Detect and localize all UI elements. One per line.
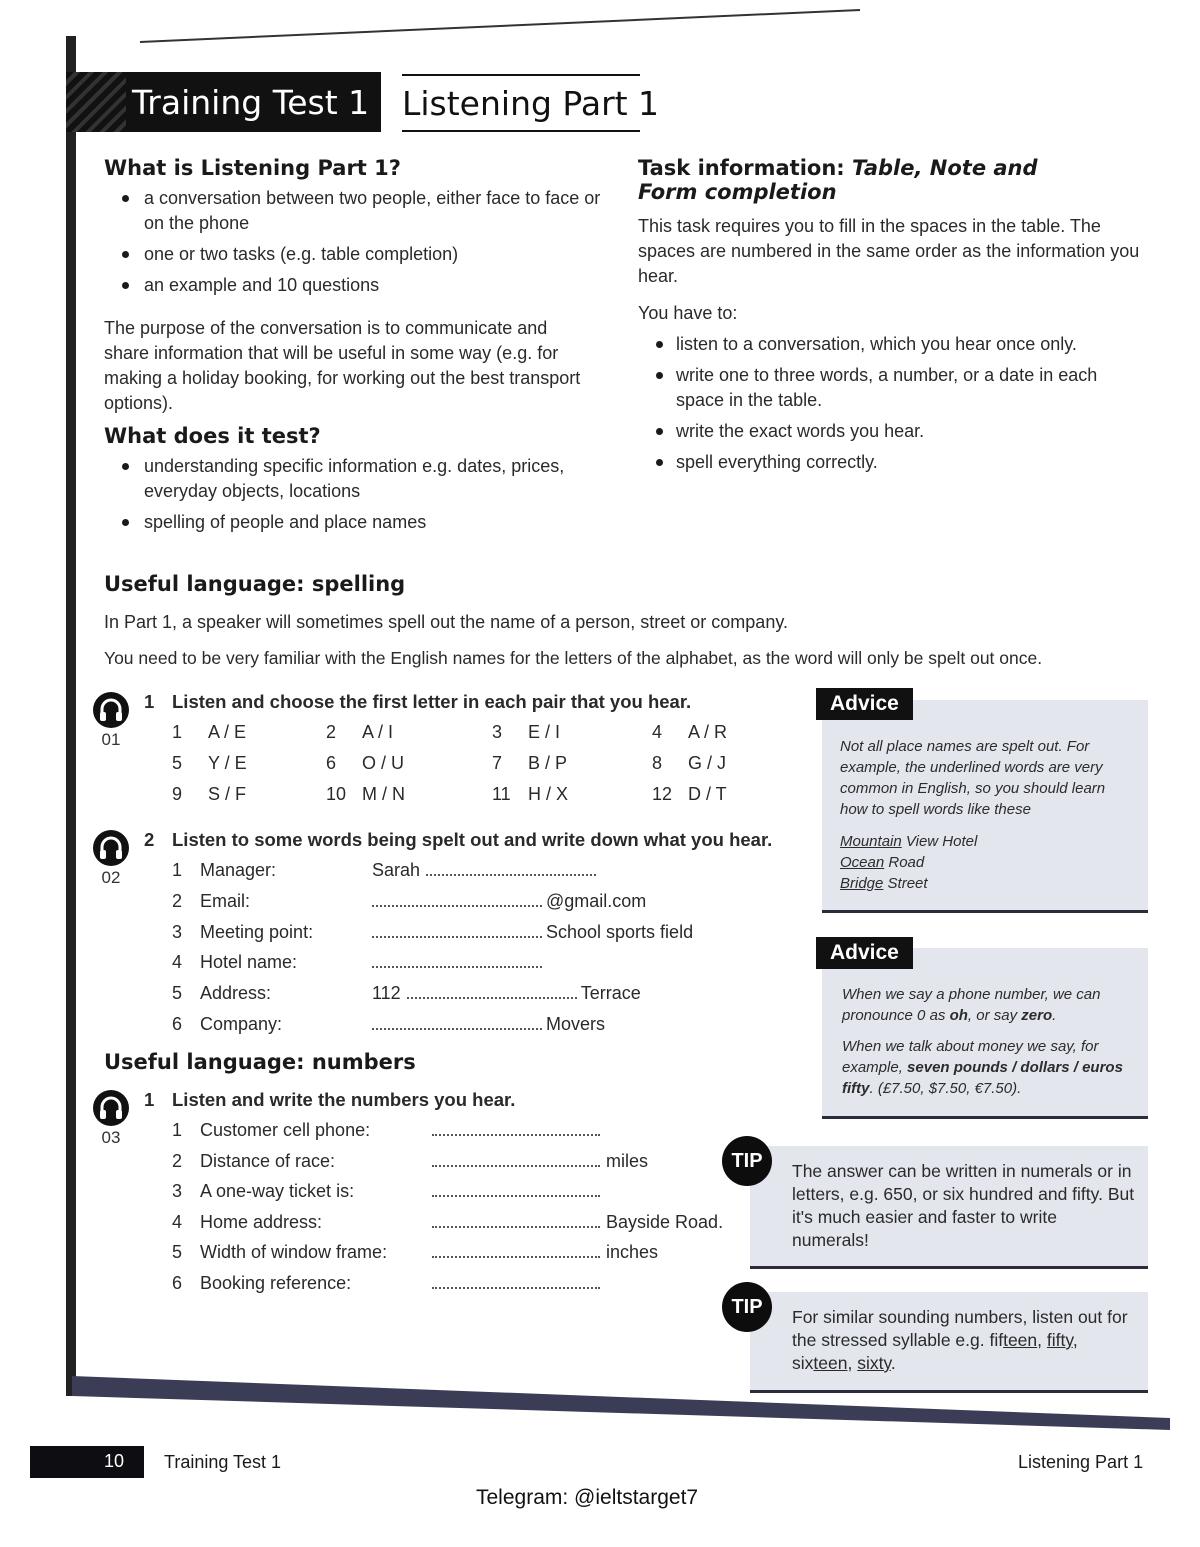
task-paragraph: This task requires you to fill in the spaces in the table. The spaces are numbered in the same order as the information you hear. (638, 216, 1140, 286)
pair-number: 6 (326, 753, 337, 773)
pair-letters: H / X (528, 784, 569, 804)
exercise-instruction: Listen to some words being spelt out and write down what you hear. (172, 829, 773, 850)
answer-field[interactable] (372, 860, 596, 880)
exercise-instruction: Listen and write the numbers you hear. (172, 1089, 516, 1110)
advice-example (840, 873, 928, 894)
answer-suffix: inches (606, 1242, 659, 1263)
task-info-heading (638, 156, 1148, 204)
purpose-paragraph: The purpose of the conversation is to communicate and share information that will be useful in some way (e.g. for making a holiday booking, for working out the best transport options). (104, 318, 581, 413)
pair-letters: A / R (688, 722, 728, 742)
letter-pair (652, 720, 727, 745)
answer-field[interactable] (372, 922, 693, 942)
answer-prefix: 112 (372, 983, 401, 1004)
advice-bold: seven pounds / dollars / euros fifty (842, 1059, 1123, 1097)
item-label: Email: (200, 890, 251, 911)
list-item: understanding specific information e.g. dates, prices, everyday objects, locations (104, 454, 604, 504)
underlined-word: Bridge (840, 875, 884, 892)
answer-blank[interactable] (432, 1242, 600, 1258)
headphones-icon[interactable] (93, 1090, 129, 1126)
advice-text-part: When we talk about money we say, for example, (842, 1038, 1099, 1076)
pair-letters: A / I (362, 722, 394, 742)
answer-blank[interactable] (432, 1273, 600, 1289)
item-label: Meeting point: (200, 921, 314, 942)
letter-pair (326, 751, 404, 776)
list-item: write one to three words, a number, or a date in each space in the table. (638, 363, 1148, 413)
spelling-item (172, 981, 641, 1006)
letter-pair (172, 782, 246, 807)
answer-blank[interactable] (426, 860, 596, 876)
pair-number: 5 (172, 753, 183, 773)
answer-blank[interactable] (372, 1014, 542, 1030)
item-number: 5 (172, 983, 183, 1004)
list-item: an example and 10 questions (104, 273, 604, 298)
tip-text-part: , (1037, 1330, 1047, 1350)
have-to-label: You have to: (638, 303, 738, 323)
advice-bold: zero (1021, 1007, 1053, 1024)
pair-letters: S / F (208, 784, 247, 804)
spelling-item (172, 950, 542, 975)
pair-number: 7 (492, 753, 503, 773)
number-item (172, 1149, 648, 1174)
answer-suffix: @gmail.com (546, 890, 647, 911)
pair-letters: O / U (362, 753, 405, 773)
list-item: write the exact words you hear. (638, 419, 1148, 444)
task-heading-plain: Task information: (638, 156, 853, 180)
answer-suffix: Bayside Road. (606, 1211, 724, 1232)
underlined-syllable: teen (813, 1353, 848, 1373)
spelling-line-2: You need to be very familiar with the English names for the letters of the alphabet, as the word will only be spelt out once. (104, 648, 1043, 668)
item-label: Manager: (200, 860, 277, 880)
item-label: Booking reference: (200, 1273, 352, 1293)
number-item (172, 1118, 606, 1143)
pair-letters: M / N (362, 784, 405, 804)
spelling-line-1: In Part 1, a speaker will sometimes spell out the name of a person, street or company. (104, 612, 788, 632)
track-number: 01 (101, 730, 121, 749)
tip-text-part: , six (792, 1330, 1078, 1373)
spelling-item (172, 858, 596, 883)
item-label: Company: (200, 1014, 283, 1034)
item-number: 6 (172, 1014, 183, 1034)
heading-what-is: What is Listening Part 1? (104, 156, 401, 180)
item-number: 1 (172, 1120, 183, 1140)
answer-blank[interactable] (432, 1181, 600, 1197)
exercise-instruction: Listen and choose the first letter in each pair that you hear. (172, 691, 692, 712)
underlined-syllable: sixty (857, 1353, 891, 1373)
item-label: Distance of race: (200, 1150, 336, 1171)
heading-spelling: Useful language: spelling (104, 572, 406, 596)
page-number: 10 (103, 1451, 124, 1471)
header-section-title (402, 74, 660, 132)
advice-example (840, 831, 977, 852)
answer-blank[interactable] (372, 922, 542, 938)
pair-letters: A / E (208, 722, 247, 742)
header-badge (66, 72, 381, 132)
answer-field[interactable] (372, 891, 646, 911)
header-badge-title: Training Test 1 (132, 83, 370, 122)
answer-blank[interactable] (372, 891, 542, 907)
example-rest: Road (884, 854, 925, 871)
example-rest: Street (883, 875, 928, 892)
letter-pair (326, 720, 393, 745)
item-label: Width of window frame: (200, 1242, 388, 1263)
advice-box (822, 948, 1148, 1119)
tip-box (750, 1146, 1148, 1269)
tip-box (750, 1292, 1148, 1393)
answer-prefix: Sarah (372, 860, 421, 880)
header-stripes (66, 72, 126, 132)
answer-blank[interactable] (432, 1151, 600, 1167)
credit-line: Telegram: @ieltstarget7 (476, 1486, 699, 1509)
number-item (172, 1210, 723, 1235)
what-test-list (104, 454, 604, 535)
have-to-list (638, 332, 1148, 475)
advice-example (840, 852, 924, 873)
underlined-syllable: fifty (1046, 1330, 1073, 1350)
ex2-instruction (144, 827, 772, 852)
what-is-list (104, 186, 604, 298)
item-number: 6 (172, 1273, 183, 1293)
item-number: 2 (172, 890, 183, 911)
item-number: 4 (172, 1211, 183, 1232)
ex1-instruction (144, 689, 691, 714)
answer-blank[interactable] (432, 1120, 600, 1136)
item-label: Address: (200, 983, 272, 1004)
underlined-word: Ocean (840, 854, 885, 871)
list-item: listen to a conversation, which you hear once only. (638, 332, 1148, 357)
number-item (172, 1179, 606, 1204)
answer-suffix: miles (606, 1150, 649, 1171)
answer-blank[interactable] (372, 952, 542, 968)
pair-number: 12 (652, 784, 673, 804)
exercise-number: 1 (144, 691, 155, 712)
item-label: Customer cell phone: (200, 1120, 371, 1140)
page-number-badge (30, 1446, 144, 1478)
number-item (172, 1240, 658, 1265)
pair-letters: E / I (528, 722, 561, 742)
pair-letters: G / J (688, 753, 727, 773)
tip-text-part: , (847, 1353, 858, 1373)
item-number: 3 (172, 1181, 183, 1202)
letter-pair (172, 720, 246, 745)
list-item: spelling of people and place names (104, 510, 604, 535)
answer-suffix: Terrace (580, 983, 641, 1004)
letter-pair (172, 751, 247, 776)
heading-what-test: What does it test? (104, 424, 321, 448)
pair-number: 1 (172, 722, 183, 742)
pair-number: 9 (172, 784, 183, 804)
letter-pair (492, 720, 560, 745)
letter-pair (492, 751, 567, 776)
tip-text-part: . (890, 1353, 896, 1373)
answer-blank[interactable] (407, 983, 577, 999)
pair-letters: D / T (688, 784, 727, 804)
item-number: 4 (172, 952, 183, 973)
letter-pair (652, 751, 726, 776)
advice-text-part: . (1052, 1007, 1057, 1024)
pair-number: 2 (326, 722, 337, 742)
list-item: spell everything correctly. (638, 450, 1148, 475)
heading-numbers: Useful language: numbers (104, 1050, 416, 1074)
advice-text: Not all place names are spelt out. For example, the underlined words are very common in English, so you should learn how to spell words like these (840, 738, 1106, 818)
pair-number: 10 (326, 784, 347, 804)
advice-text-part: , or say (967, 1007, 1022, 1024)
item-label: Home address: (200, 1211, 323, 1232)
pair-letters: Y / E (208, 753, 247, 773)
advice-box (822, 700, 1148, 913)
advice-bold: oh (949, 1007, 968, 1024)
footer-right-label: Listening Part 1 (1018, 1452, 1144, 1472)
answer-field[interactable] (372, 983, 641, 1003)
section-title-text: Listening Part 1 (402, 84, 660, 123)
headphones-icon[interactable] (93, 692, 129, 728)
task-heading-italic: Table, Note and (852, 156, 1038, 180)
spelling-item (172, 1012, 605, 1037)
answer-field[interactable] (372, 1014, 605, 1034)
advice-tag: Advice (816, 937, 913, 969)
advice-text-part: . (£7.50, $7.50, €7.50). (869, 1080, 1022, 1097)
pair-number: 4 (652, 722, 663, 742)
exercise-number: 1 (144, 1089, 155, 1110)
list-item: one or two tasks (e.g. table completion) (104, 242, 604, 267)
example-rest: View Hotel (901, 833, 978, 850)
tip-badge: TIP (722, 1136, 772, 1186)
pair-letters: B / P (528, 753, 568, 773)
left-intro (104, 156, 604, 541)
pair-number: 11 (492, 784, 511, 804)
letter-pair (652, 782, 727, 807)
task-info (638, 156, 1148, 481)
number-item (172, 1271, 606, 1296)
answer-suffix: School sports field (546, 921, 694, 942)
numbers-instruction (144, 1087, 515, 1112)
footer-left-label: Training Test 1 (164, 1452, 282, 1472)
underlined-syllable: teen (1003, 1330, 1038, 1350)
item-number: 2 (172, 1150, 183, 1171)
letter-pair (492, 782, 568, 807)
tip-text (792, 1306, 1136, 1375)
advice-tag: Advice (816, 688, 913, 720)
advice-text (842, 1036, 1132, 1099)
pair-number: 3 (492, 722, 503, 742)
tip-text: The answer can be written in numerals or in letters, e.g. 650, or six hundred and fifty. But it's much easier and faster to write numerals! (792, 1161, 1135, 1250)
item-label: Hotel name: (200, 952, 298, 973)
tip-text-part: For similar sounding numbers, listen out for the stressed syllable e.g. fif (792, 1307, 1128, 1350)
track-number: 02 (101, 868, 121, 887)
exercise-number: 2 (144, 829, 155, 850)
task-heading-italic-2: Form completion (638, 180, 837, 204)
list-item: a conversation between two people, either face to face or on the phone (104, 186, 604, 236)
pair-number: 8 (652, 753, 663, 773)
item-number: 3 (172, 921, 183, 942)
underlined-word: Mountain (840, 833, 902, 850)
tip-badge: TIP (722, 1282, 772, 1332)
letter-pair (326, 782, 405, 807)
answer-blank[interactable] (432, 1212, 600, 1228)
advice-text (842, 984, 1132, 1026)
item-number: 1 (172, 860, 183, 880)
advice-text-part: When we say a phone number, we can pronounce 0 as (842, 986, 1101, 1024)
item-label: A one-way ticket is: (200, 1181, 355, 1202)
track-number: 03 (101, 1128, 121, 1147)
spelling-item (172, 889, 646, 914)
spelling-item (172, 920, 693, 945)
answer-field[interactable] (372, 952, 542, 972)
answer-suffix: Movers (546, 1014, 606, 1034)
headphones-icon[interactable] (93, 830, 129, 866)
item-number: 5 (172, 1242, 183, 1263)
